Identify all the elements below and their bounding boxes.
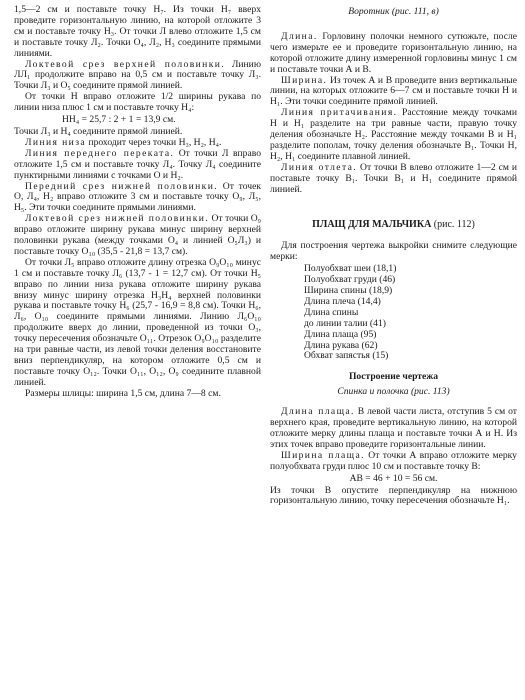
paragraph: Линия низа проходит через точки Н₃, Н₂, Н₄. [25, 136, 222, 148]
paragraph: Из точки В опустите перпендикуляр на нижнюю горизонтальную линию, точку пересечения обозначьте Н₁. [270, 484, 517, 507]
term-heading: Ширина плаща. [281, 449, 365, 461]
term-heading: Локтевой срез нижней половинки. [25, 213, 210, 225]
term-heading: Локтевой срез верхней половинки. [25, 58, 226, 70]
formula: АВ = 46 + 10 = 56 см. [349, 472, 438, 484]
list-item: Ширина спины (18,9) [304, 285, 393, 297]
paragraph: Длина. Горловину полочки немного сутюжьте, после чего измерьте ее и проведите горизонтальную линию, на которой отложите длину измеренной горловины минус 1 см и поставьте точки А и В. [270, 30, 517, 75]
paragraph: От точки Л₅ вправо отложите длину отрезка О₉О₁₀ минус 1 см и поставьте точку Л₆ (13,7 - 1 = 12,7 см). От точки Н₅ вправо по линии низа рукава отложите ширину рукава внизу минус ширину отрезка Н₃Н₄ верхней половинки рукава и поставьте точку Н₆ (25,7 - 16,9 = 8,8 см). Точки Н₆, Л₆, О₁₀ соедините прямыми линиями. Линию Л₆О₁₀ продолжите вверх до линии, проведенной из точки О₃, точку пересечения обозначьте О₁₁. Отрезок О₉О₁₀ разделите на три равные части, из левой точки деления восстановите вниз перпендикуляр, на котором отложите 0,5 см и поставьте точку О₁₂. Точки О₁₁, О₁₂, О₉ соедините плавной линией. [14, 256, 261, 388]
section-title-coat: ПЛАЩ ДЛЯ МАЛЬЧИКА (рис. 112) [312, 218, 475, 230]
section-heading-collar: Воротник (рис. 111, в) [348, 6, 439, 17]
figure-ref: (рис. 112) [433, 218, 475, 230]
list-item: Полуобхват груди (46) [304, 274, 396, 286]
paragraph: Передний срез нижней половинки. От точек О, Л₄, Н₂ вправо отложите 3 см и поставьте точку О₉, Л₅, Н₅. Эти точки соедините прямыми линиями. [14, 180, 261, 214]
paragraph: Длина плаща. В левой части листа, отступив 5 см от верхнего края, проведите вертикальную линию, на которой отложите мерку длины плаща и поставьте точки А и Н. Из этих точек вправо проведите горизонтальные линии. [270, 406, 518, 450]
term-heading: Длина плаща. [281, 406, 355, 418]
list-item: Обхват запястья (15) [304, 350, 389, 362]
paragraph: 1,5—2 см и поставьте точку Н₇. Из точки Н₇ вверх проведите горизонтальную линию, на которой отложите 3 см и поставьте точку Н₃. От точки Л влево отложите 1,5 см и поставьте точку Л₂. Точки О₄, Л₂, Н₃ соедините прямыми линиями. [14, 4, 261, 59]
paragraph: Для построения чертежа выкройки снимите следующие мерки: [270, 240, 517, 263]
list-item: Длина плаща (95) [304, 328, 377, 340]
measurements-list [270, 264, 517, 362]
formula: НН₄ = 25,7 : 2 + 1 = 13,9 см. [62, 114, 176, 126]
list-item: до линии талии (41) [304, 317, 386, 329]
list-item: Длина рукава (62) [304, 339, 378, 351]
term-heading: Линия переднего переката. [25, 147, 175, 159]
term-heading: Длина. [281, 30, 318, 42]
paragraph: Размеры шлицы: ширина 1,5 см, длина 7—8 см. [25, 387, 221, 399]
list-item: Полуобхват шеи (18,1) [304, 263, 397, 275]
term-heading: Ширина. [281, 74, 328, 86]
term-heading: Линия притачивания. [281, 107, 398, 119]
term-heading: Линия отлета. [281, 161, 358, 173]
term-heading: Передний срез нижней половинки. [25, 180, 219, 192]
left-column [14, 5, 261, 696]
paragraph: Линия переднего переката. От точки Л вправо отложите 1,5 см и поставьте точку Л₄. Точку Л₄ соедините пунктирными линиями с точками О и Н₂. [14, 147, 261, 181]
term-heading: Линия низа [25, 136, 87, 148]
right-column [270, 5, 517, 696]
section-title-construction: Построение чертежа [348, 371, 439, 383]
paragraph: Ширина плаща. От точки А вправо отложите мерку полуобхвата груди плюс 10 см и поставьте точку В: [270, 449, 517, 472]
paragraph: Линия притачивания. Расстояние между точками Н и Н₁ разделите на три равные части, правую точку деления обозначьте Н₂. Расстояние между точками В и Н₁ разделите пополам, точку деления обозначьте В₁. Точки Н, Н₂, Н₁ соедините плавной линией. [270, 107, 517, 162]
paragraph: От точки Н вправо отложите 1/2 ширины рукава по линии низа плюс 1 см и поставьте точку Н₄: [14, 91, 261, 114]
paragraph: Локтевой срез нижней половинки. От точки О₉ вправо отложите ширину рукава минус ширину верхней половинки рукава (между точками О₄ и линией О₅Л₃) и поставьте точку О₁₀ (35,5 - 21,8 = 13,7 см). [14, 213, 261, 257]
paragraph: Ширина. Из точек А и В проведите вниз вертикальные линии, на которых отложите 6—7 см и поставьте точки Н и Н₁. Эти точки соедините прямой линией. [270, 74, 517, 108]
paragraph: Линия отлета. От точки В влево отложите 1—2 см и поставьте точку В₁. Точки В₁ и Н₁ соедините прямой линией. [270, 161, 517, 195]
list-item: Длина спины [304, 306, 359, 318]
list-item: Длина плеча (14,4) [304, 295, 381, 307]
paragraph: Локтевой срез верхней половинки. Линию ЛЛ₁ продолжите вправо на 0,5 см и поставьте точку Л₃. Точки Л₃ и О₅ соедините прямой линией. [14, 58, 261, 92]
paragraph: Точки Л₃ и Н₄ соедините прямой линией. [14, 125, 183, 137]
subsection-heading: Спинка и полочка (рис. 113) [337, 386, 450, 398]
